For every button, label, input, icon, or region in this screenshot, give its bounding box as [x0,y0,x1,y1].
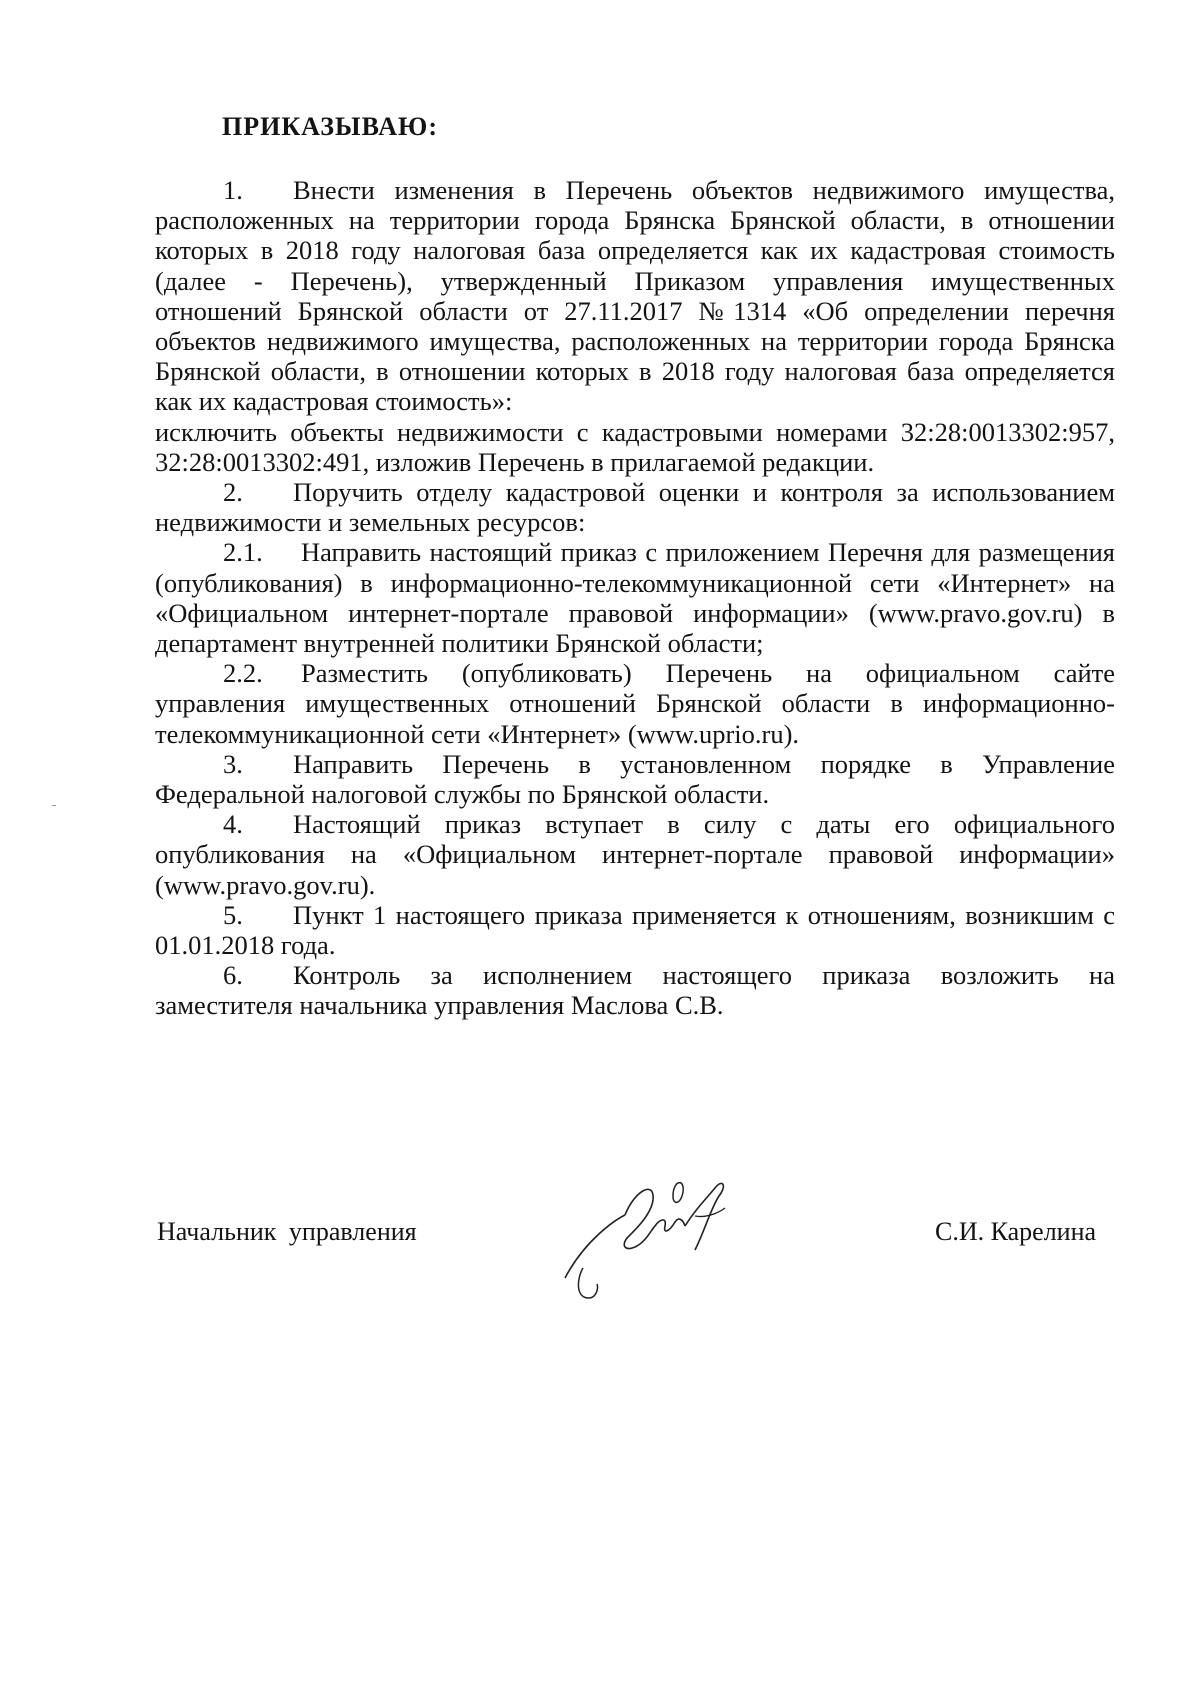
item-2-2 [155,658,1115,749]
item-4 [155,809,1115,900]
item-number: 6. [223,960,243,991]
item-5 [155,900,1115,960]
handwritten-signature-icon [555,1160,765,1310]
order-body [155,175,1115,1021]
item-text: Поручить отделу кадастровой оценки и контроля за использованием недвижимости и земельных ресурсов: [155,477,1115,538]
item-6 [155,960,1115,1020]
item-text: Пункт 1 настоящего приказа применяется к отношениям, возникшим с 01.01.2018 года. [155,899,1115,961]
item-number: 2.2. [223,658,263,689]
item-text: Направить Перечень в установленном порядке в Управление Федеральной налоговой службы по Брянской области. [155,748,1115,810]
item-number: 5. [223,899,243,930]
scan-mark [52,805,56,806]
item-text: Настоящий приказ вступает в силу с даты его официального опубликования на «Официальном интернет-портале правовой информации» (www.pravo.gov.ru). [155,809,1115,900]
item-number: 3. [223,748,243,779]
item-3 [155,749,1115,809]
signatory-position: Начальник управления [157,1217,417,1246]
order-heading: ПРИКАЗЫВАЮ: [222,112,438,141]
item-number: 4. [223,809,243,840]
item-number: 1. [223,175,243,205]
signatory-name: С.И. Карелина [935,1217,1097,1246]
item-text: Внести изменения в Перечень объектов недвижимого имущества, расположенных на территории города Брянска Брянской области, в отношении которых в 2018 году налоговая база определяется как их кадастровая стоимость (далее - Перечень), утвержденный Приказом управления имущественных отношений Брянской области от 27.11.2017 №1314 «Об определении перечня объектов недвижимого имущества, расположенных на территории города Брянска Брянской области, в отношении которых в 2018 году налоговая база определяется как их кадастровая стоимость»: [155,175,1115,417]
item-number: 2. [223,477,243,508]
item-2-1 [155,537,1115,658]
item-text: Разместить (опубликовать) Перечень на официальном сайте управления имущественных отношений Брянской области в информационно-телекоммуникационной сети «Интернет» (www.uprio.ru). [155,658,1115,749]
item-1 [155,175,1115,417]
item-1-continuation: исключить объекты недвижимости с кадастровыми номерами 32:28:0013302:957, 32:28:0013302:491, изложив Перечень в прилагаемой редакции. [155,416,1115,477]
item-text: Контроль за исполнением настоящего приказа возложить на заместителя начальника управления Маслова С.В. [155,960,1115,1021]
item-2 [155,477,1115,537]
item-text: Направить настоящий приказ с приложением Перечня для размещения (опубликования) в информационно-телекоммуникационной сети «Интернет» на «Официальном интернет-портале правовой информации» (www.pravo.gov.ru) в департамент внутренней политики Брянской области; [155,537,1115,659]
item-number: 2.1. [223,537,263,568]
